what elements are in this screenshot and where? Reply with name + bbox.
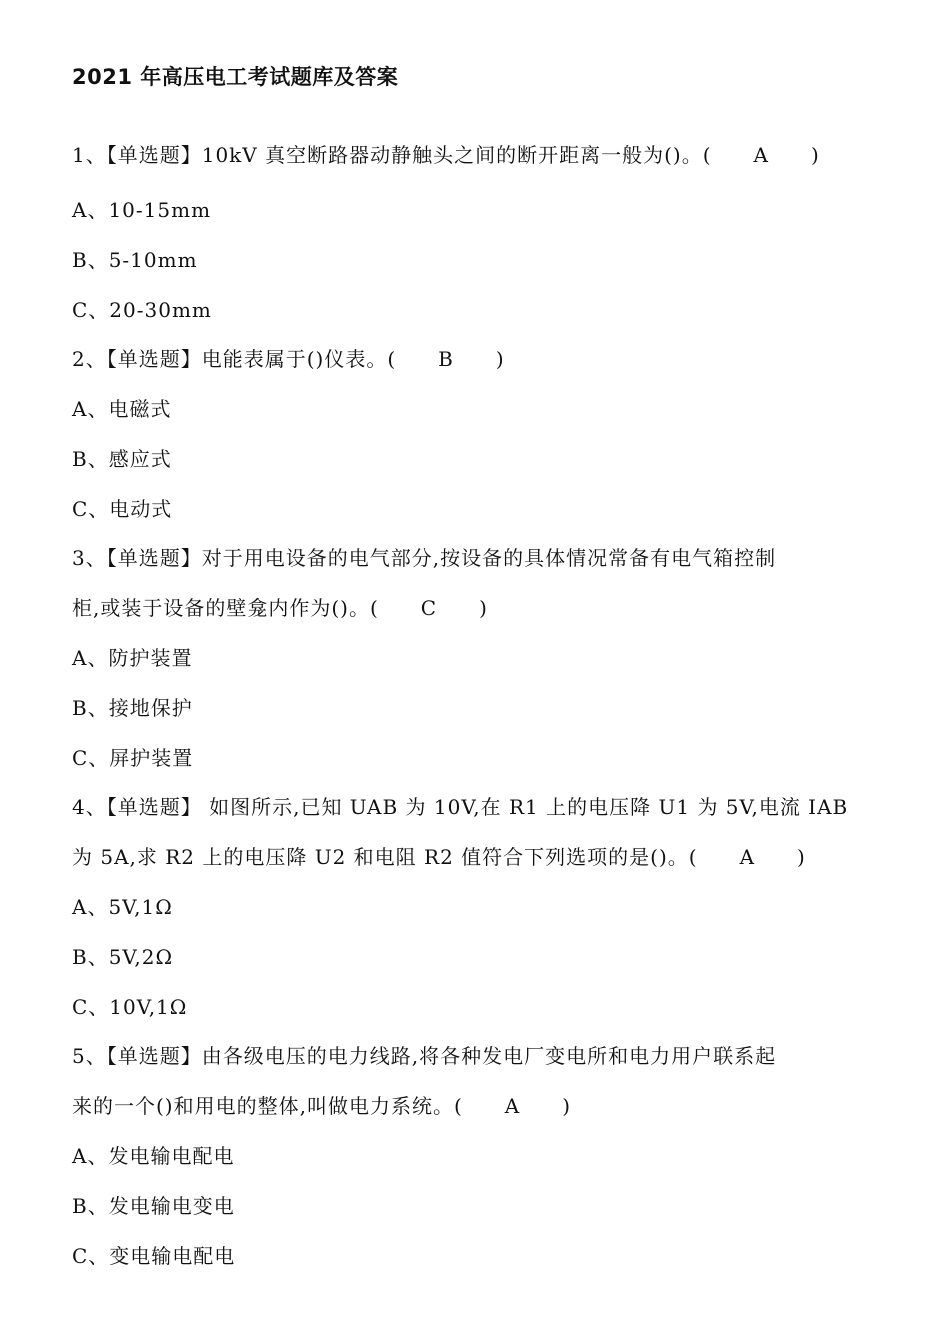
answer-close-paren: )	[562, 1094, 572, 1118]
question-2-answer	[387, 344, 504, 374]
question-5-option-b: B、发电输电变电	[72, 1194, 235, 1218]
answer-open-paren: (	[688, 845, 698, 869]
question-2-option-b: B、感应式	[72, 447, 172, 471]
answer-open-paren: (	[453, 1094, 463, 1118]
question-5-text	[72, 1091, 571, 1121]
question-3-text	[72, 593, 488, 623]
question-5-line-2: 来的一个()和用电的整体,叫做电力系统。	[72, 1094, 454, 1118]
answer-close-paren: )	[479, 596, 488, 620]
question-1-option-a: A、10-15mm	[72, 198, 212, 222]
question-4-line-1: 4、【单选题】 如图所示,已知 UAB 为 10V,在 R1 上的电压降 U1 为 5V,电流 IAB	[72, 795, 849, 819]
question-2-option-a: A、电磁式	[72, 397, 172, 421]
question-3-answer	[370, 593, 488, 623]
question-3-option-c: C、屏护装置	[72, 746, 194, 770]
page-title: 2021 年高压电工考试题库及答案	[72, 65, 399, 89]
question-5-option-c: C、变电输电配电	[72, 1244, 236, 1268]
question-4-option-c: C、10V,1Ω	[72, 995, 188, 1019]
question-1-option-b: B、5-10mm	[72, 248, 198, 272]
answer-open-paren: (	[369, 596, 379, 620]
answer-letter: C	[420, 596, 438, 620]
answer-letter: B	[438, 347, 454, 371]
answer-close-paren: )	[797, 845, 806, 869]
answer-close-paren: )	[495, 347, 505, 371]
question-5-answer	[454, 1091, 571, 1121]
question-5-line-1: 5、【单选题】由各级电压的电力线路,将各种发电厂变电所和电力用户联系起	[72, 1044, 777, 1068]
question-1-text	[72, 140, 820, 170]
question-4-option-b: B、5V,2Ω	[72, 945, 174, 969]
question-3-line-2: 柜,或装于设备的壁龛内作为()。	[72, 596, 370, 620]
question-1-line-1: 1、【单选题】10kV 真空断路器动静触头之间的断开距离一般为()。	[72, 143, 703, 167]
answer-letter: A	[504, 1094, 521, 1118]
question-2-option-c: C、电动式	[72, 497, 173, 521]
question-3-option-a: A、防护装置	[72, 646, 193, 670]
question-4-line-2: 为 5A,求 R2 上的电压降 U2 和电阻 R2 值符合下列选项的是()。	[72, 845, 689, 869]
question-2-line-1: 2、【单选题】电能表属于()仪表。	[72, 347, 388, 371]
question-4-text	[72, 842, 806, 872]
question-1-answer	[703, 140, 820, 170]
answer-open-paren: (	[387, 347, 397, 371]
question-4-answer	[689, 842, 806, 872]
question-1-option-c: C、20-30mm	[72, 298, 212, 322]
answer-letter: A	[753, 143, 769, 167]
question-5-option-a: A、发电输电配电	[72, 1144, 235, 1168]
answer-letter: A	[739, 845, 756, 869]
question-4-option-a: A、5V,1Ω	[72, 895, 173, 919]
answer-close-paren: )	[810, 143, 820, 167]
question-2-text	[72, 344, 505, 374]
question-3-option-b: B、接地保护	[72, 696, 193, 720]
answer-open-paren: (	[702, 143, 712, 167]
question-3-line-1: 3、【单选题】对于用电设备的电气部分,按设备的具体情况常备有电气箱控制	[72, 546, 777, 570]
